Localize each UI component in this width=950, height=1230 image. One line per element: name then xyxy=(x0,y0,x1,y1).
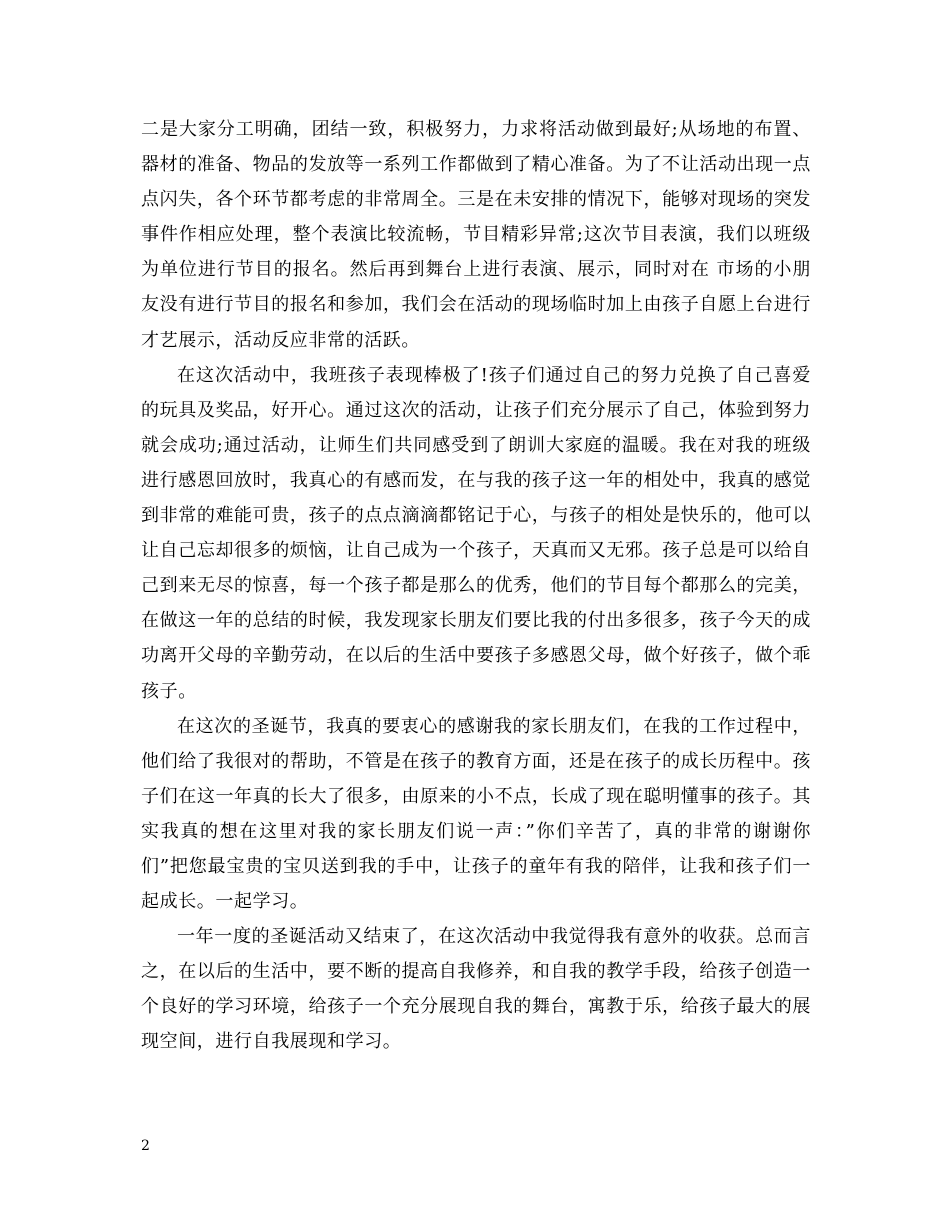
paragraph-2: 在这次活动中，我班孩子表现棒极了!孩子们通过自己的努力兑换了自己喜爱的玩具及奖品，好开心。通过这次的活动，让孩子们充分展示了自己，体验到努力就会成功;通过活动，让师生们共同感受到了朗训大家庭的温暖。我在对我的班级进行感恩回放时，我真心的有感而发，在与我的孩子这一年的相处中，我真的感觉到非常的难能可贵，孩子的点点滴滴都铭记于心，与孩子的相处是快乐的，他可以让自己忘却很多的烦恼，让自己成为一个孩子，天真而又无邪。孩子总是可以给自己到来无尽的惊喜，每一个孩子都是那么的优秀，他们的节目每个都那么的完美，在做这一年的总结的时候，我发现家长朋友们要比我的付出多很多，孩子今天的成功离开父母的辛勤劳动，在以后的生活中要孩子多感恩父母，做个好孩子，做个乖孩子。 xyxy=(141,364,811,702)
paragraph-3: 在这次的圣诞节，我真的要衷心的感谢我的家长朋友们，在我的工作过程中，他们给了我很对的帮助，不管是在孩子的教育方面，还是在孩子的成长历程中。孩子们在这一年真的长大了很多，由原来的小不点，长成了现在聪明懂事的孩子。其实我真的想在这里对我的家长朋友们说一声：”你们辛苦了，真的非常的谢谢你们”把您最宝贵的宝贝送到我的手中，让孩子的童年有我的陪伴，让我和孩子们一起成长。一起学习。 xyxy=(141,715,811,913)
page-number: 2 xyxy=(141,1138,150,1154)
paragraph-4: 一年一度的圣诞活动又结束了，在这次活动中我觉得我有意外的收获。总而言之，在以后的生活中，要不断的提高自我修养，和自我的教学手段，给孩子创造一个良好的学习环境，给孩子一个充分展现自我的舞台，寓教于乐，给孩子最大的展现空间，进行自我展现和学习。 xyxy=(141,926,811,1053)
paragraph-1: 二是大家分工明确，团结一致，积极努力，力求将活动做到最好;从场地的布置、器材的准备、物品的发放等一系列工作都做到了精心准备。为了不让活动出现一点点闪失，各个环节都考虑的非常周全。三是在未安排的情况下，能够对现场的突发事件作相应处理，整个表演比较流畅，节目精彩异常;这次节目表演，我们以班级为单位进行节目的报名。然后再到舞台上进行表演、展示，同时对在 市场的小朋友没有进行节目的报名和参加，我们会在活动的现场临时加上由孩子自愿上台进行才艺展示，活动反应非常的活跃。 xyxy=(141,119,811,351)
body-text xyxy=(141,112,811,1060)
